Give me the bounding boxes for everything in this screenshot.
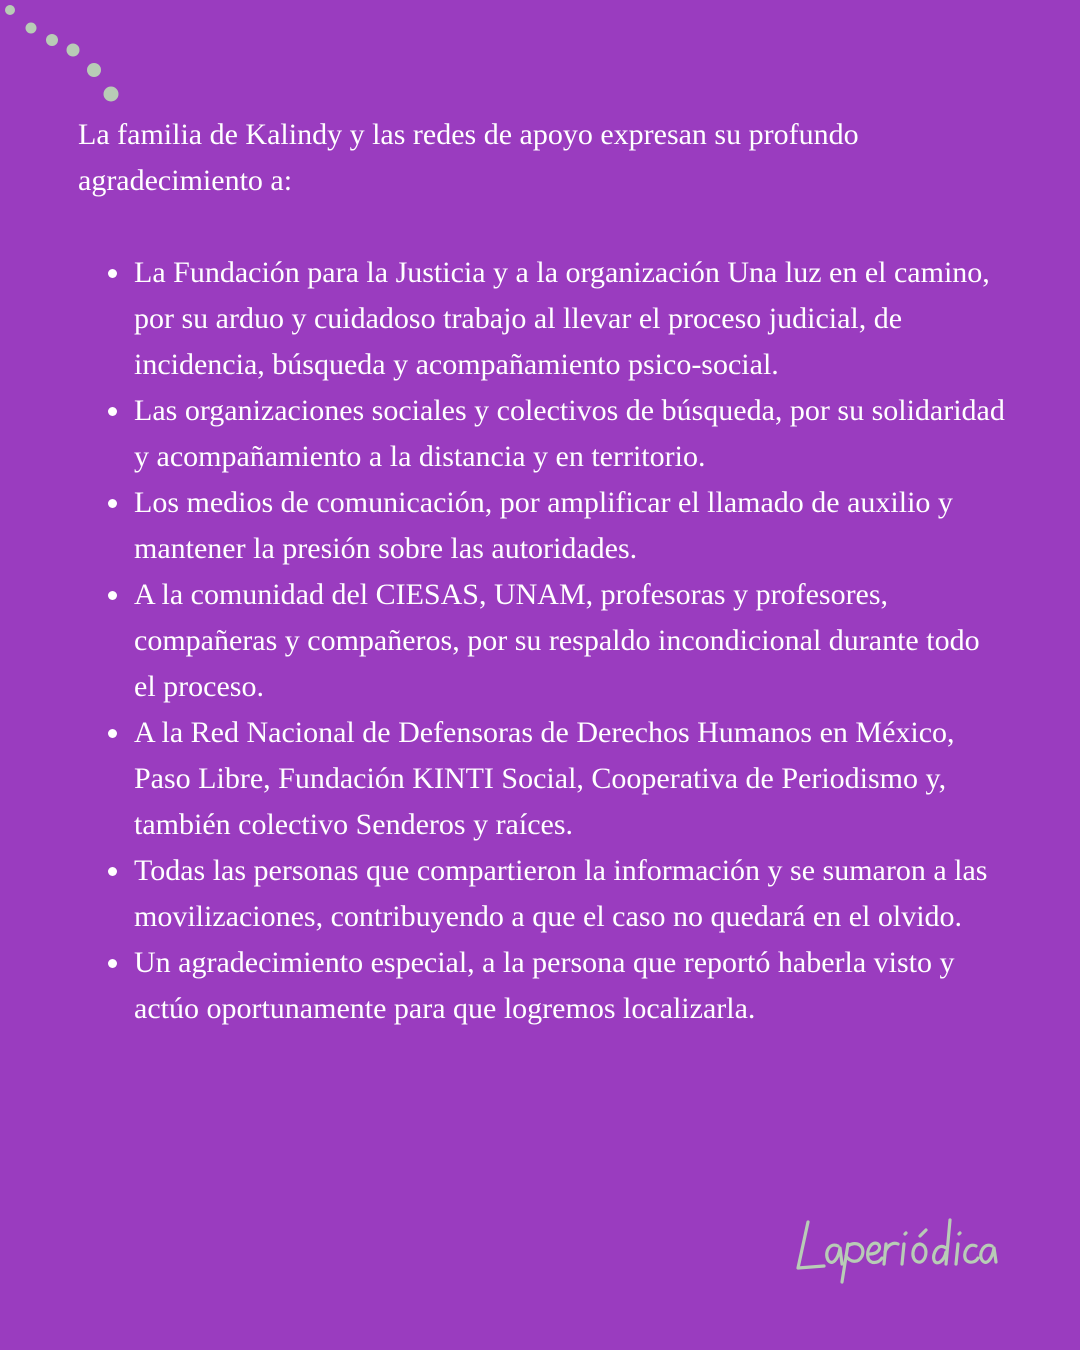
bullet-icon — [108, 867, 117, 876]
bullet-icon — [108, 499, 117, 508]
bullet-icon — [108, 269, 117, 278]
list-item-text: A la comunidad del CIESAS, UNAM, profesoras y profesores, compañeras y compañeros, por su respaldo incondicional durante todo el proceso. — [134, 578, 980, 703]
list-item — [78, 940, 1008, 1032]
list-item — [78, 848, 1008, 940]
list-item — [78, 250, 1008, 388]
intro-text: La familia de Kalindy y las redes de apoyo expresan su profundo agradecimiento a: — [78, 118, 859, 197]
list-item — [78, 572, 1008, 710]
list-item-text: Todas las personas que compartieron la información y se sumaron a las movilizaciones, contribuyendo a que el caso no quedará en el olvido. — [134, 854, 988, 933]
statement-content — [78, 112, 1008, 1032]
dotted-arc-decoration — [0, 0, 140, 120]
list-item-text: Las organizaciones sociales y colectivos de búsqueda, por su solidaridad y acompañamiento a la distancia y en territorio. — [134, 394, 1005, 473]
la-periodica-logo — [786, 1198, 1006, 1288]
thanks-list — [78, 250, 1008, 1032]
bullet-icon — [108, 591, 117, 600]
list-item — [78, 480, 1008, 572]
list-item — [78, 388, 1008, 480]
list-item-text: A la Red Nacional de Defensoras de Derechos Humanos en México, Paso Libre, Fundación KINTI Social, Cooperativa de Periodismo y, también colectivo Senderos y raíces. — [134, 716, 955, 841]
list-item-text: La Fundación para la Justicia y a la organización Una luz en el camino, por su arduo y cuidadoso trabajo al llevar el proceso judicial, de incidencia, búsqueda y acompañamiento psico-social. — [134, 256, 990, 381]
bullet-icon — [108, 729, 117, 738]
list-item-text: Los medios de comunicación, por amplificar el llamado de auxilio y mantener la presión sobre las autoridades. — [134, 486, 953, 565]
bullet-icon — [108, 407, 117, 416]
list-item — [78, 710, 1008, 848]
list-item-text: Un agradecimiento especial, a la persona que reportó haberla visto y actúo oportunamente para que logremos localizarla. — [134, 946, 955, 1025]
bullet-icon — [108, 959, 117, 968]
